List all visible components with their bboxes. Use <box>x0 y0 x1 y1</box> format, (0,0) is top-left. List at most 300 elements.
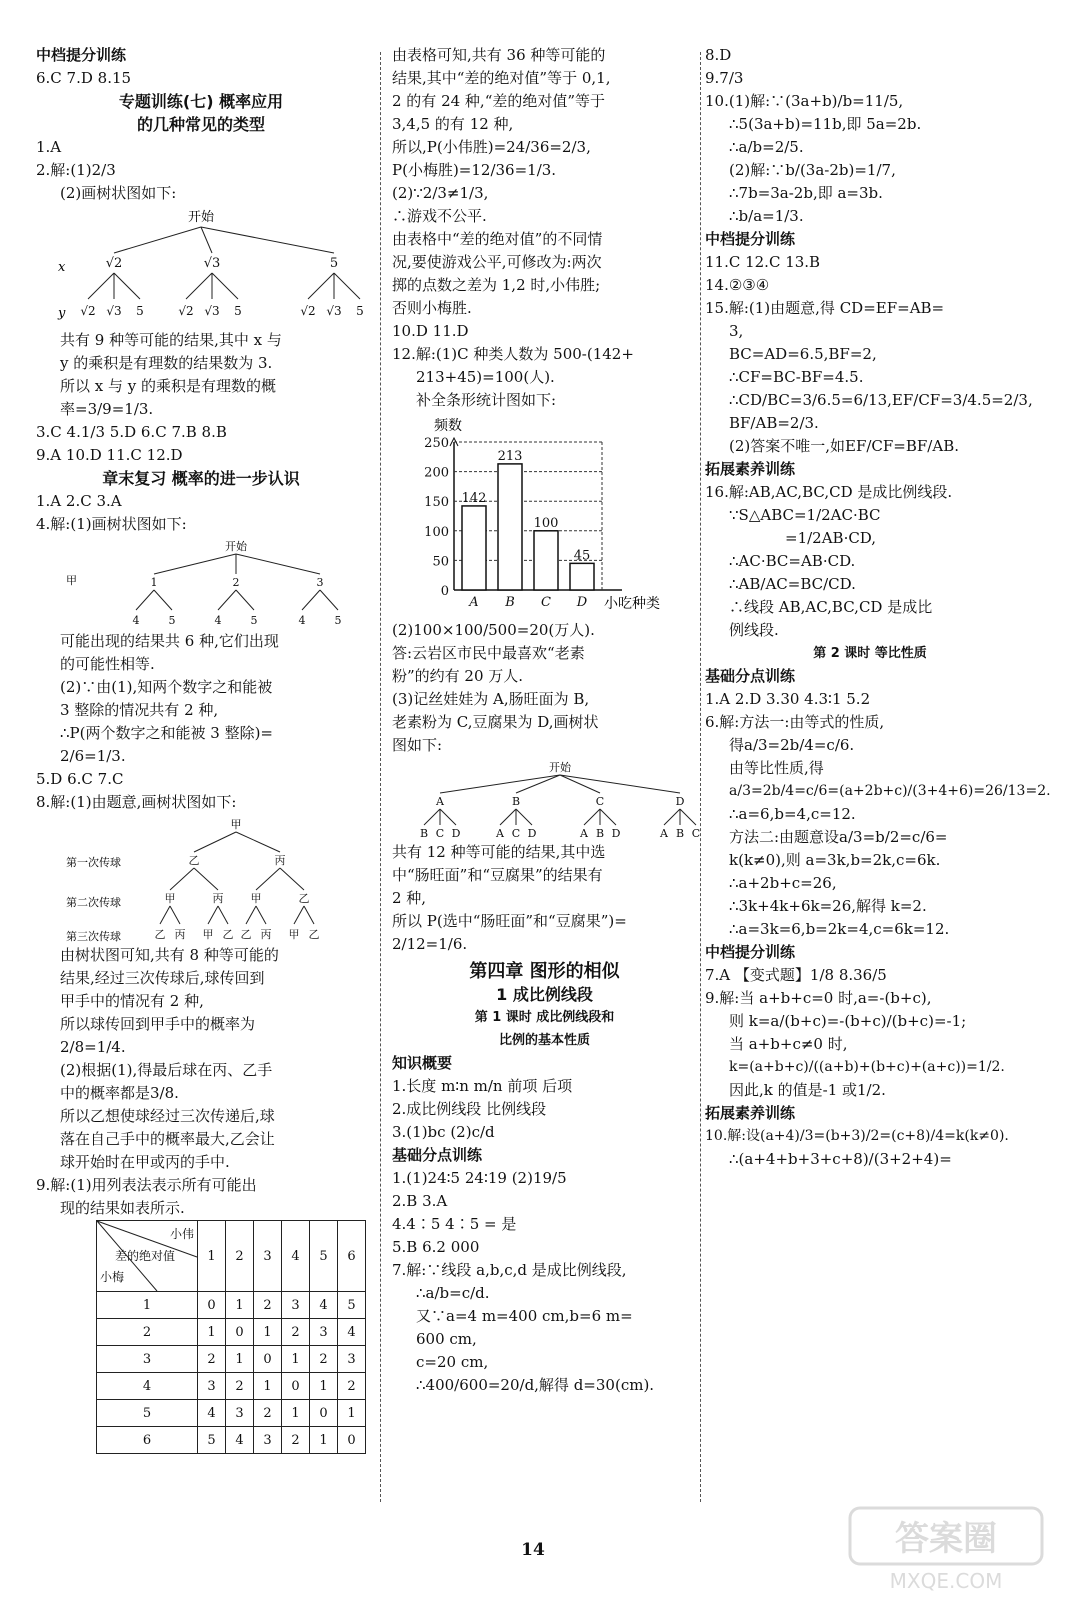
section-heading: 中档提分训练 <box>705 943 796 961</box>
answer-line: 中“肠旺面”和“豆腐果”的结果有 <box>392 866 603 884</box>
table-row <box>97 1292 366 1319</box>
tree-branch <box>194 832 236 852</box>
answer-line: 4.4∶5 4∶5 = 是 <box>392 1215 517 1233</box>
tree-label: 甲 <box>66 574 77 587</box>
table-cell: 0 <box>338 1427 366 1454</box>
answer-line: ∴AB/AC=BC/CD. <box>729 575 856 593</box>
svg-text:MXQE.COM: MXQE.COM <box>889 1569 1003 1593</box>
table-cell: 2 <box>310 1346 338 1373</box>
tree-node: √3 <box>106 304 122 318</box>
tree-branch <box>88 273 114 299</box>
tree-branch <box>194 868 218 890</box>
table-row-header: 2 <box>97 1319 198 1346</box>
section-title: 章末复习 概率的进一步认识 <box>102 469 300 488</box>
section-heading: 基础分点训练 <box>392 1146 483 1164</box>
answer-line: (2)画树状图如下: <box>60 184 177 202</box>
tree-branch <box>500 809 516 825</box>
tree-node: 乙 <box>308 928 320 941</box>
answer-line: 老素粉为 C,豆腐果为 D,画树状 <box>392 713 599 731</box>
column-divider <box>380 52 381 1502</box>
answer-line: a/3=2b/4=c/6=(a+2b+c)/(3+4+6)=26/13=2. <box>729 783 1051 799</box>
answer-line: 甲手中的情况有 2 种, <box>60 992 204 1010</box>
tree-node: 丙 <box>274 854 286 867</box>
tree-root: 开始 <box>187 210 215 225</box>
tree-branch <box>560 775 680 793</box>
table-cell: 2 <box>338 1373 366 1400</box>
tree-node: 1 <box>150 576 158 589</box>
section-heading: 中档提分训练 <box>36 46 127 64</box>
tree-node: 5 <box>136 304 144 318</box>
y-tick-label: 50 <box>432 554 449 570</box>
table-cell: 4 <box>226 1427 254 1454</box>
answer-line: 补全条形统计图如下: <box>416 391 557 409</box>
tree-node: D <box>675 795 685 808</box>
bar <box>498 464 522 590</box>
table-cell: 0 <box>282 1373 310 1400</box>
table-cell: 1 <box>254 1319 282 1346</box>
table-column-header: 3 <box>254 1221 282 1292</box>
answer-line: 1.A 2.C 3.A <box>36 492 122 510</box>
lesson-title: 第 2 课时 等比性质 <box>813 646 927 661</box>
answer-line: 所以 P(选中“肠旺面”和“豆腐果”)= <box>392 912 627 930</box>
tree-node: D <box>527 827 537 840</box>
table-row-header: 5 <box>97 1400 198 1427</box>
tree-node: 乙 <box>298 892 310 905</box>
answer-line: ∴b/a=1/3. <box>729 207 804 225</box>
tree-branch <box>170 868 194 890</box>
tree-branch <box>136 590 154 610</box>
answer-line: 掷的点数之差为 1,2 时,小伟胜; <box>392 276 601 294</box>
answer-line: (2)根据(1),得最后球在丙、乙手 <box>60 1061 273 1079</box>
table-cell: 1 <box>254 1373 282 1400</box>
tree-branch <box>334 273 360 299</box>
tree-node: 乙 <box>154 928 166 941</box>
tree-node: 2 <box>232 576 240 589</box>
tree-branch <box>170 906 180 924</box>
tree-branch <box>114 227 201 253</box>
chart-ylabel: 频数 <box>434 418 462 434</box>
tree-branch <box>304 906 314 924</box>
tree-node: 丙 <box>260 928 272 941</box>
answer-line: 则 k=a/(b+c)=-(b+c)/(b+c)=-1; <box>729 1012 967 1030</box>
answer-line: 所以乙想使球经过三次传递后,球 <box>60 1107 275 1125</box>
answer-line: 又∵a=4 m=400 cm,b=6 m= <box>416 1307 633 1325</box>
tree-node: √2 <box>300 304 316 318</box>
x-tick-label: C <box>541 595 551 610</box>
answer-line: 1.长度 m∶n m/n 前项 后项 <box>392 1077 573 1095</box>
tree-branch <box>680 809 696 825</box>
y-tick-label: 250 <box>424 436 449 451</box>
bar <box>534 531 558 590</box>
table-row <box>97 1427 366 1454</box>
table-header-row <box>97 1221 366 1292</box>
answer-line: 3.C 4.1/3 5.D 6.C 7.B 8.B <box>36 423 227 441</box>
tree-node: 乙 <box>222 928 234 941</box>
tree-node: 4 <box>132 614 140 627</box>
answer-line: (3)记丝娃娃为 A,肠旺面为 B, <box>392 690 590 708</box>
answer-line: ∴a=3k=6,b=2k=4,c=6k=12. <box>729 920 950 938</box>
table-cell: 2 <box>254 1400 282 1427</box>
tree-node: 5 <box>329 256 339 271</box>
y-tick-label: 100 <box>424 524 449 540</box>
tree-node: A <box>660 827 668 840</box>
tree-branch <box>208 906 218 924</box>
tree-branch <box>516 809 532 825</box>
table-column-header: 6 <box>338 1221 366 1292</box>
table-corner-header <box>97 1221 198 1292</box>
table-header-label: 小伟 <box>169 1227 194 1241</box>
answer-line: 否则小梅胜. <box>392 299 472 317</box>
tree-node: 丙 <box>212 892 224 905</box>
tree-diagram-3 <box>36 816 366 942</box>
table-cell: 4 <box>198 1400 226 1427</box>
answer-line: 2/6=1/3. <box>60 747 126 765</box>
answer-line: 4.解:(1)画树状图如下: <box>36 515 187 533</box>
table-row-header: 3 <box>97 1346 198 1373</box>
answer-line: 所以球传回到甲手中的概率为 <box>60 1015 256 1033</box>
x-tick-label: D <box>576 595 588 610</box>
tree-node: √2 <box>80 304 96 318</box>
section-heading: 中档提分训练 <box>705 230 796 248</box>
answer-line: 得a/3=2b/4=c/6. <box>729 736 855 754</box>
answer-line: P(小梅胜)=12/36=1/3. <box>392 161 557 179</box>
answer-line: 9.A 10.D 11.C 12.D <box>36 446 183 464</box>
answer-line: 7.A 【变式题】1/8 8.36/5 <box>705 966 887 984</box>
section-heading: 拓展素养训练 <box>705 1104 796 1122</box>
tree-branch <box>218 906 228 924</box>
tree-label: 第三次传球 <box>66 930 121 943</box>
section-title: 1 成比例线段 <box>496 985 593 1004</box>
tree-node: √2 <box>178 304 194 318</box>
answer-line: 2/8=1/4. <box>60 1038 126 1056</box>
answer-line: 15.解:(1)由题意,得 CD=EF=AB= <box>705 299 945 317</box>
answer-line: (2)100×100/500=20(万人). <box>392 621 595 639</box>
tree-branch <box>186 273 212 299</box>
tree-node: 甲 <box>288 928 300 941</box>
answer-line: 213+45)=100(人). <box>416 368 555 386</box>
tree-branch <box>114 273 140 299</box>
tree-label: 第二次传球 <box>66 896 121 909</box>
table-cell: 3 <box>226 1400 254 1427</box>
table-row <box>97 1373 366 1400</box>
answer-line: 结果,经过三次传球后,球传回到 <box>60 969 265 987</box>
answer-line: 2.成比例线段 比例线段 <box>392 1100 547 1118</box>
answer-line: (2)答案不唯一,如EF/CF=BF/AB. <box>729 437 959 455</box>
answer-line: 图如下: <box>392 736 443 754</box>
column-divider <box>700 52 701 1502</box>
table-row-header: 4 <box>97 1373 198 1400</box>
x-tick-label: B <box>505 595 515 610</box>
answer-line: 1.A <box>36 138 62 156</box>
answer-line: 3.(1)bc (2)c/d <box>392 1123 495 1141</box>
answer-line: 9.解:(1)用列表法表示所有可能出 <box>36 1176 257 1194</box>
answer-line: 当 a+b+c≠0 时, <box>729 1035 848 1053</box>
tree-root: 开始 <box>225 540 247 553</box>
tree-node: B <box>419 827 429 840</box>
tree-node: 甲 <box>250 892 262 905</box>
answer-line: BF/AB=2/3. <box>729 414 819 432</box>
answer-line: 因此,k 的值是-1 或1/2. <box>729 1081 886 1099</box>
tree-node: 甲 <box>202 928 214 941</box>
tree-node: A <box>496 827 504 840</box>
tree-branch <box>236 554 320 574</box>
tree-node: C <box>595 795 605 808</box>
tree-branch <box>424 809 440 825</box>
tree-diagram-4 <box>392 759 701 840</box>
answer-line: 1.A 2.D 3.30 4.3∶1 5.2 <box>705 690 871 708</box>
table-cell: 3 <box>198 1373 226 1400</box>
answer-line: ∴400/600=20/d,解得 d=30(cm). <box>416 1376 655 1394</box>
tree-branch <box>256 868 280 890</box>
table-cell: 0 <box>198 1292 226 1319</box>
answer-line: 600 cm, <box>416 1330 477 1348</box>
tree-root: 甲 <box>230 818 242 831</box>
section-title: 的几种常见的类型 <box>136 115 265 134</box>
answer-line: 球开始时在甲或丙的手中. <box>60 1153 230 1171</box>
answer-line: (2)解:∵b/(3a-2b)=1/7, <box>729 161 896 179</box>
answer-line: 2 的有 24 种,“差的绝对值”等于 <box>392 92 606 110</box>
difference-table <box>96 1220 366 1454</box>
tree-branch <box>236 590 254 610</box>
table-cell: 4 <box>338 1319 366 1346</box>
tree-branch <box>664 809 680 825</box>
chapter-title: 第四章 图形的相似 <box>469 961 620 982</box>
answer-line: 1.(1)24∶5 24∶19 (2)19/5 <box>392 1169 567 1187</box>
answer-line: 粉”的约有 20 万人. <box>392 667 524 685</box>
table-cell: 2 <box>198 1346 226 1373</box>
tree-node: 5 <box>168 614 176 627</box>
answer-line: 6.解:方法一:由等式的性质, <box>705 713 885 731</box>
tree-node: C <box>435 827 445 840</box>
table-column-header: 1 <box>198 1221 226 1292</box>
answer-line: ∴游戏不公平. <box>392 207 487 225</box>
table-row <box>97 1346 366 1373</box>
answer-line: 中的概率都是3/8. <box>60 1084 179 1102</box>
tree-node: B <box>595 827 605 840</box>
table-header-label: 差的绝对值 <box>115 1249 176 1263</box>
tree-node: √3 <box>204 304 220 318</box>
tree-node: B <box>511 795 521 808</box>
table-column-header: 5 <box>310 1221 338 1292</box>
answer-line: 共有 9 种等可能的结果,其中 x 与 <box>60 331 282 349</box>
table-row <box>97 1319 366 1346</box>
tree-branch <box>201 227 334 253</box>
table-cell: 4 <box>310 1292 338 1319</box>
answer-line: 6.C 7.D 8.15 <box>36 69 132 87</box>
tree-branch <box>236 832 280 852</box>
table-cell: 2 <box>282 1319 310 1346</box>
tree-branch <box>246 906 256 924</box>
bar <box>570 563 594 590</box>
table-cell: 1 <box>310 1373 338 1400</box>
answer-line: =1/2AB·CD, <box>785 529 877 547</box>
table-header-label: 小梅 <box>100 1270 125 1284</box>
tree-branch <box>302 590 320 610</box>
table-cell: 5 <box>338 1292 366 1319</box>
answer-line: 由等比性质,得 <box>729 759 824 777</box>
table-cell: 3 <box>310 1319 338 1346</box>
tree-label: 第一次传球 <box>66 856 121 869</box>
answer-line: 3 整除的情况共有 2 种, <box>60 701 219 719</box>
table-cell: 3 <box>282 1292 310 1319</box>
answer-line: k=(a+b+c)/((a+b)+(b+c)+(a+c))=1/2. <box>729 1059 1005 1075</box>
answer-line: ∴a/b=c/d. <box>416 1284 490 1302</box>
column-3 <box>705 44 1051 1171</box>
answer-line: ∴CD/BC=3/6.5=6/13,EF/CF=3/4.5=2/3, <box>729 391 1033 409</box>
answer-line: 12.解:(1)C 种类人数为 500-(142+ <box>392 345 634 363</box>
answer-line: 2.解:(1)2/3 <box>36 161 116 179</box>
tree-node: 丙 <box>174 928 186 941</box>
tree-node: C <box>511 827 521 840</box>
answer-line: ∴(a+4+b+3+c+8)/(3+2+4)= <box>729 1150 952 1168</box>
tree-node: A <box>436 795 444 808</box>
answer-line: ∴AC·BC=AB·CD. <box>729 552 856 570</box>
y-tick-label: 200 <box>424 465 449 481</box>
page-number: 14 <box>521 1540 545 1560</box>
tree-branch <box>154 590 172 610</box>
answer-line: 答:云岩区市民中最喜欢“老素 <box>392 644 585 662</box>
answer-line: 9.7/3 <box>705 69 744 87</box>
tree-node: C <box>691 827 701 840</box>
tree-node: 5 <box>250 614 258 627</box>
table-cell: 3 <box>338 1346 366 1373</box>
answer-line: 8.D <box>705 46 732 64</box>
tree-node: 4 <box>214 614 222 627</box>
tree-node: 乙 <box>188 854 200 867</box>
answer-line: ∴5(3a+b)=11b,即 5a=2b. <box>729 115 922 133</box>
answer-line: 例线段. <box>729 621 779 639</box>
tree-node: 5 <box>356 304 364 318</box>
table-cell: 0 <box>254 1346 282 1373</box>
answer-line: 14.②③④ <box>705 276 770 294</box>
x-tick-label: A <box>469 595 479 610</box>
answer-line: 5.B 6.2 000 <box>392 1238 480 1256</box>
table-cell: 1 <box>282 1346 310 1373</box>
tree-node: D <box>611 827 621 840</box>
tree-node: 乙 <box>240 928 252 941</box>
answer-line: 落在自己手中的概率最大,乙会让 <box>60 1130 275 1148</box>
column-2 <box>392 44 701 1397</box>
table-cell: 1 <box>226 1292 254 1319</box>
tree-branch <box>201 227 212 253</box>
table-cell: 1 <box>338 1400 366 1427</box>
lesson-title: 第 1 课时 成比例线段和 <box>474 1010 615 1025</box>
section-title: 专题训练(七) 概率应用 <box>118 92 284 111</box>
tree-branch <box>320 590 338 610</box>
answer-line: 共有 12 种等可能的结果,其中选 <box>392 843 606 861</box>
answer-line: 9.解:当 a+b+c=0 时,a=-(b+c), <box>705 989 932 1007</box>
tree-branch <box>218 590 236 610</box>
answer-line: ∵S△ABC=1/2AC·BC <box>729 506 881 524</box>
bar-chart <box>392 412 692 612</box>
table-cell: 1 <box>282 1400 310 1427</box>
answer-line: BC=AD=6.5,BF=2, <box>729 345 877 363</box>
table-row-header: 6 <box>97 1427 198 1454</box>
answer-line: 由树状图可知,共有 8 种等可能的 <box>60 946 279 964</box>
answer-line: ∴3k+4k+6k=26,解得 k=2. <box>729 897 927 915</box>
column-1 <box>36 44 366 1454</box>
watermark-logo <box>846 1504 1046 1594</box>
answer-line: 5.D 6.C 7.C <box>36 770 124 788</box>
table-cell: 1 <box>226 1346 254 1373</box>
tree-node: 甲 <box>164 892 176 905</box>
answer-line: c=20 cm, <box>416 1353 489 1371</box>
table-cell: 2 <box>282 1427 310 1454</box>
tree-branch <box>212 273 238 299</box>
answer-line: 8.解:(1)由题意,画树状图如下: <box>36 793 237 811</box>
answer-line: 2.B 3.A <box>392 1192 448 1210</box>
tree-branch <box>308 273 334 299</box>
answer-line: 由表格中“差的绝对值”的不同情 <box>392 230 603 248</box>
answer-line: ∴a+2b+c=26, <box>729 874 837 892</box>
table-cell: 2 <box>254 1292 282 1319</box>
answer-line: 由表格可知,共有 36 种等可能的 <box>392 46 606 64</box>
tree-label: y <box>58 306 66 321</box>
tree-branch <box>280 868 304 890</box>
data-label: 213 <box>497 448 523 464</box>
table-cell: 5 <box>198 1427 226 1454</box>
answer-line: 结果,其中“差的绝对值”等于 0,1, <box>392 69 611 87</box>
chart-xlabel: 小吃种类 <box>604 596 660 612</box>
tree-branch <box>440 775 560 793</box>
section-heading: 基础分点训练 <box>705 667 796 685</box>
svg-text:答案圈: 答案圈 <box>895 1519 997 1559</box>
tree-root: 开始 <box>549 761 571 774</box>
answer-line: k(k≠0),则 a=3k,b=2k,c=6k. <box>729 851 941 869</box>
table-column-header: 4 <box>282 1221 310 1292</box>
tree-branch <box>160 906 170 924</box>
answer-line: 方法二:由题意设a/3=b/2=c/6= <box>729 828 948 846</box>
tree-branch <box>256 906 266 924</box>
tree-branch <box>600 809 616 825</box>
answer-line: 2/12=1/6. <box>392 935 468 953</box>
answer-line: y 的乘积是有理数的结果数为 3. <box>60 354 273 372</box>
tree-node: 4 <box>298 614 306 627</box>
tree-node: √3 <box>203 256 221 271</box>
answer-line: ∴P(两个数字之和能被 3 整除)= <box>60 724 273 742</box>
tree-node: 5 <box>234 304 242 318</box>
table-cell: 0 <box>310 1400 338 1427</box>
answer-line: (2)∵2/3≠1/3, <box>392 184 489 202</box>
answer-line: (2)∵由(1),知两个数字之和能被 <box>60 678 273 696</box>
table-row-header: 1 <box>97 1292 198 1319</box>
y-tick-label: 0 <box>440 584 449 599</box>
answer-line: 现的结果如表所示. <box>60 1199 185 1217</box>
answer-line: ∴a=6,b=4,c=12. <box>729 805 856 823</box>
table-cell: 2 <box>226 1373 254 1400</box>
answer-line: 10.(1)解:∵(3a+b)/b=11/5, <box>705 92 904 110</box>
answer-line: 2 种, <box>392 889 427 907</box>
data-label: 100 <box>533 515 559 531</box>
data-label: 45 <box>573 548 591 564</box>
answer-line: 10.D 11.D <box>392 322 469 340</box>
table-cell: 3 <box>254 1427 282 1454</box>
table-cell: 1 <box>310 1427 338 1454</box>
answer-line: 10.解:设(a+4)/3=(b+3)/2=(c+8)/4=k(k≠0). <box>705 1128 1009 1144</box>
answer-line: 3,4,5 的有 12 种, <box>392 115 514 133</box>
tree-node: B <box>675 827 685 840</box>
answer-line: 所以,P(小伟胜)=24/36=2/3, <box>392 138 591 156</box>
table-cell: 1 <box>198 1319 226 1346</box>
answer-line: 率=3/9=1/3. <box>60 400 154 418</box>
tree-diagram-1 <box>36 207 366 327</box>
answer-line: 可能出现的结果共 6 种,它们出现 <box>60 632 279 650</box>
answer-line: 3, <box>729 322 744 340</box>
answer-line: ∴7b=3a-2b,即 a=3b. <box>729 184 883 202</box>
answer-line: 7.解:∵线段 a,b,c,d 是成比例线段, <box>392 1261 627 1279</box>
tree-branch <box>516 775 560 793</box>
answer-line: ∴线段 AB,AC,BC,CD 是成比 <box>729 598 933 616</box>
